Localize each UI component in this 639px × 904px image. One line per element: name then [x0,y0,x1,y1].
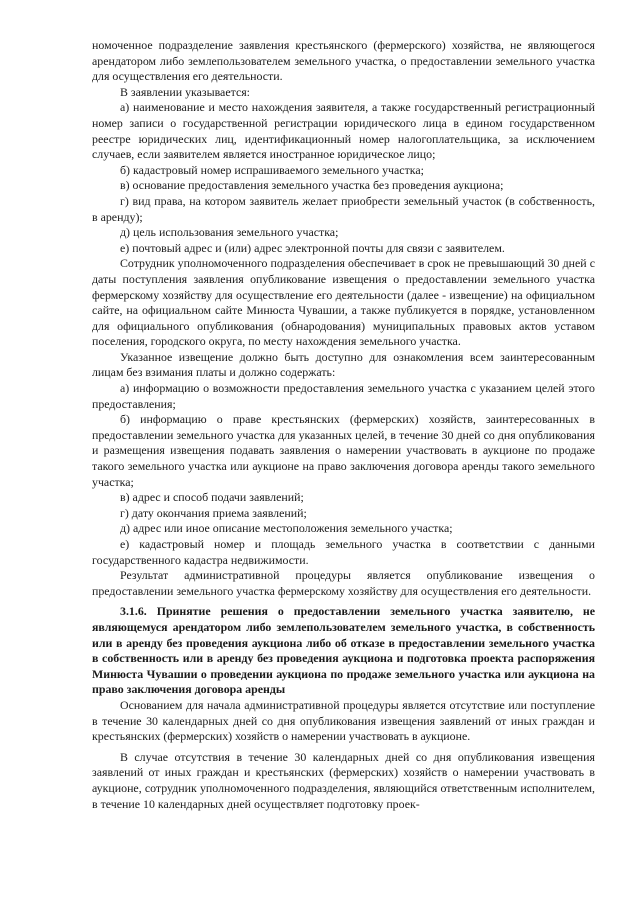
paragraph-item-e: е) почтовый адрес и (или) адрес электронной почты для связи с заявителем. [120,240,505,255]
document-page [92,38,595,812]
paragraph-application-contents-heading: В заявлении указывается: [120,84,250,99]
section-heading-3-1-6: 3.1.6. Принятие решения о предоставлении земельного участка заявителю, не являющемуся арендатором либо землепользователем земельного участка, в собственность или в аренду без проведения аукциона либо об отказе в предоставлении земельного участка в собственность или в аренду без проведения аукциона и подготовка проекта распоряжения Минюста Чувашии о проведении аукциона по продаже земельного участка или аукциона на право заключения договора аренды [92,604,595,697]
paragraph-procedure-result: Результат административной процедуры является опубликование извещения о предоставлении земельного участка фермерскому хозяйству для осуществления его деятельности. [92,568,595,598]
paragraph-intro: номоченное подразделение заявления крестьянского (фермерского) хозяйства, не являющегося арендатором либо землепользователем земельного участка, о предоставлении земельного участка для осуществления его деятельности. [92,38,595,84]
paragraph-item-v: в) основание предоставления земельного участка без проведения аукциона; [120,178,504,193]
paragraph-notice-publication: Сотрудник уполномоченного подразделения обеспечивает в срок не превышающий 30 дней с даты поступления заявления опубликование извещения о предоставлении земельного участка фермерскому хозяйству для осуществление его деятельности (далее - извещение) на официальном сайте, на официальном сайте Минюста Чувашии, а также публикуется в порядке, установленном для официального опубликования (обнародования) муниципальных правовых актов уставом поселения, городского округа, по месту нахождения земельного участка. [92,256,595,349]
paragraph-notice-item-b: б) информацию о праве крестьянских (фермерских) хозяйств, заинтересованных в предоставлении земельного участка для указанных целей, в течение 30 дней со дня опубликования и размещения извещения подавать заявления о намерении участвовать в аукционе по продаже такого земельного участка или аукционе на право заключения договора аренды такого земельного участка; [92,412,595,489]
paragraph-procedure-basis: Основанием для начала административной процедуры является отсутствие или поступление в течение 30 календарных дней со дня опубликования извещения заявлений от иных граждан и крестьянских (фермерских) хозяйств о намерении участвовать в аукционе. [92,697,595,744]
paragraph-absence-case: В случае отсутствия в течение 30 календарных дней со дня опубликования извещения заявлений от иных граждан и крестьянских (фермерских) хозяйств о намерении участвовать в аукционе, сотрудник уполномоченного подразделения, являющийся ответственным исполнителем, в течение 10 календарных дней осуществляет подготовку проек- [92,749,595,811]
paragraph-notice-contents-heading: Указанное извещение должно быть доступно для ознакомления всем заинтересованным лицам без взимания платы и должно содержать: [92,349,595,380]
paragraph-notice-item-d: д) адрес или иное описание местоположения земельного участка; [120,521,453,536]
paragraph-notice-item-g: г) дату окончания приема заявлений; [120,505,307,520]
paragraph-notice-item-e: е) кадастровый номер и площадь земельного участка в соответствии с данными государственного кадастра недвижимости. [92,537,595,567]
paragraph-item-g: г) вид права, на котором заявитель желает приобрести земельный участок (в собственность, в аренду); [92,193,595,224]
paragraph-item-b: б) кадастровый номер испрашиваемого земельного участка; [120,162,424,177]
paragraph-item-a: а) наименование и место нахождения заявителя, а также государственный регистрационный номер записи о государственной регистрации юридического лица в едином государственном реестре юридических лиц, идентификационный номер налогоплательщика, за исключением случаев, если заявителем является иностранное юридическое лицо; [92,100,595,162]
paragraph-notice-item-v: в) адрес и способ подачи заявлений; [120,490,304,505]
paragraph-notice-item-a: а) информацию о возможности предоставления земельного участка с указанием целей этого предоставления; [92,381,595,411]
paragraph-item-d: д) цель использования земельного участка; [120,225,339,240]
